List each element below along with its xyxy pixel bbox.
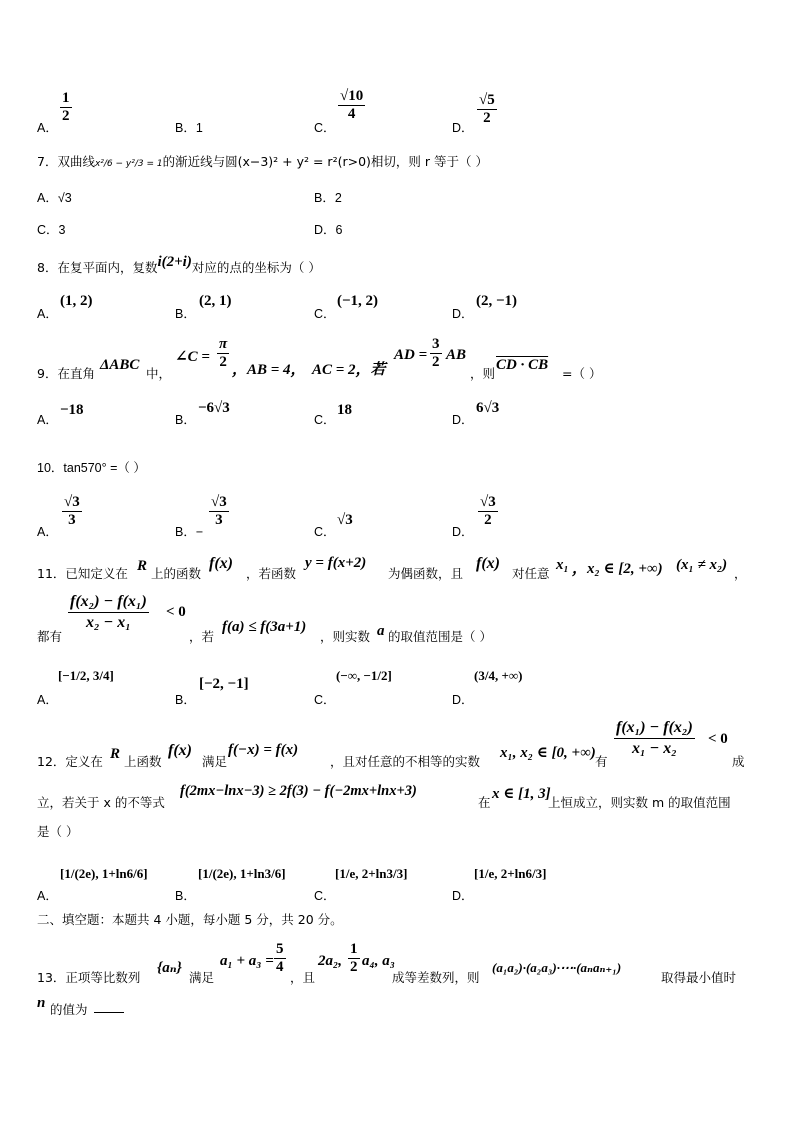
fraction: 3 2: [432, 336, 440, 370]
q9-option-a-label: A．: [37, 413, 58, 427]
fraction: f(x₂) − f(x₁) x₂ − x₁: [70, 593, 147, 631]
answer-blank[interactable]: [94, 998, 124, 1013]
q12-option-d-label: D．: [452, 889, 474, 903]
hyperbola-equation: x²/6 − y²/3 = 1: [94, 159, 163, 169]
q12-option-b-label: B．: [175, 889, 196, 903]
q7-option-c: C．3: [37, 223, 66, 237]
q10-option-a-label: A．: [37, 525, 58, 539]
q12-option-c-label: C．: [314, 889, 336, 903]
q11-option-c-label: C．: [314, 693, 336, 707]
q10-option-a: √3 3: [64, 494, 80, 528]
fraction: π 2: [219, 336, 228, 370]
fraction: √10 4: [340, 88, 364, 122]
q9-option-c-label: C．: [314, 413, 336, 427]
q8-option-b-label: B．: [175, 307, 196, 321]
inequality: f(2mx−lnx−3) ≥ 2f(3) − f(−2mx+lnx+3): [180, 783, 417, 799]
q7-stem: 7．双曲线x²/6 − y²/3 = 1的渐近线与圆(x−3)² + y² = r²(r>0)相切，则 r 等于（ ）: [37, 154, 488, 169]
q11-option-b-label: B．: [175, 693, 196, 707]
q10-stem: 10．tan570° =（ ）: [37, 461, 146, 475]
q8-option-a-label: A．: [37, 307, 58, 321]
q9-option-c: 18: [337, 402, 352, 418]
q7-option-a: A．√3: [37, 191, 72, 205]
q10-option-c-label: C．: [314, 525, 336, 539]
fraction: 1 2: [350, 941, 358, 975]
q12-option-a: [1/(2e), 1+ln6/6]: [60, 866, 148, 881]
option-label: C．: [314, 121, 336, 135]
q9-option-a: −18: [60, 402, 84, 418]
fraction: f(x₁) − f(x₂) x₁ − x₂: [616, 719, 693, 757]
q8-option-d: (2, −1): [476, 293, 518, 309]
q8-option-a: (1, 2): [60, 293, 93, 309]
q11-option-a: [−1/2, 3/4]: [58, 668, 114, 683]
triangle-abc: ΔABC: [100, 357, 140, 373]
q12-option-b: [1/(2e), 1+ln3/6]: [198, 866, 286, 881]
q9-option-b: −6√3: [198, 400, 230, 416]
q8-option-c-label: C．: [314, 307, 336, 321]
complex-expression: i(2+i): [157, 254, 192, 270]
q8-stem: 8．在复平面内，复数i(2+i)对应的点的坐标为（ ）: [37, 254, 321, 275]
q12-option-c: [1/e, 2+ln3/3]: [335, 866, 408, 881]
q12-option-a-label: A．: [37, 889, 58, 903]
dot-product: CD · CB: [496, 357, 549, 373]
q8-option-b: (2, 1): [199, 293, 232, 309]
vector-ad: AD =: [394, 347, 428, 363]
product-expression: (a₁a₂)·(a₂a₃)·⋯·(aₙaₙ₊₁): [492, 960, 622, 975]
q11-option-b: [−2, −1]: [199, 676, 249, 692]
q11-option-c: (−∞, −1/2]: [336, 668, 392, 683]
q8-option-c: (−1, 2): [337, 293, 379, 309]
q12-option-d: [1/e, 2+ln6/3]: [474, 866, 547, 881]
q11-option-d: (3/4, +∞): [474, 668, 523, 683]
q10-option-d: √3 2: [480, 494, 496, 528]
q7-option-b: B．2: [314, 191, 342, 205]
q10-option-b: √3 3: [211, 494, 227, 528]
q9-option-d: 6√3: [476, 400, 500, 416]
q8-option-d-label: D．: [452, 307, 474, 321]
fraction: 5 4: [276, 941, 284, 975]
q10-option-d-label: D．: [452, 525, 474, 539]
q10-option-c: √3: [337, 512, 353, 528]
section-heading: 二、填空题：本题共 4 小题，每小题 5 分，共 20 分。: [37, 912, 343, 927]
q6-option-b: B．1: [175, 121, 203, 135]
fraction: 1 2: [62, 90, 70, 124]
q11-option-a-label: A．: [37, 693, 58, 707]
q11-option-d-label: D．: [452, 693, 474, 707]
q9-option-d-label: D．: [452, 413, 474, 427]
q9-option-b-label: B．: [175, 413, 196, 427]
option-label: A．: [37, 121, 58, 135]
q10-option-b-label: B．−: [175, 525, 204, 539]
fraction: √5 2: [479, 92, 495, 126]
q7-option-d: D．6: [314, 223, 343, 237]
option-label: D．: [452, 121, 474, 135]
angle-c: ∠C =: [175, 349, 210, 365]
